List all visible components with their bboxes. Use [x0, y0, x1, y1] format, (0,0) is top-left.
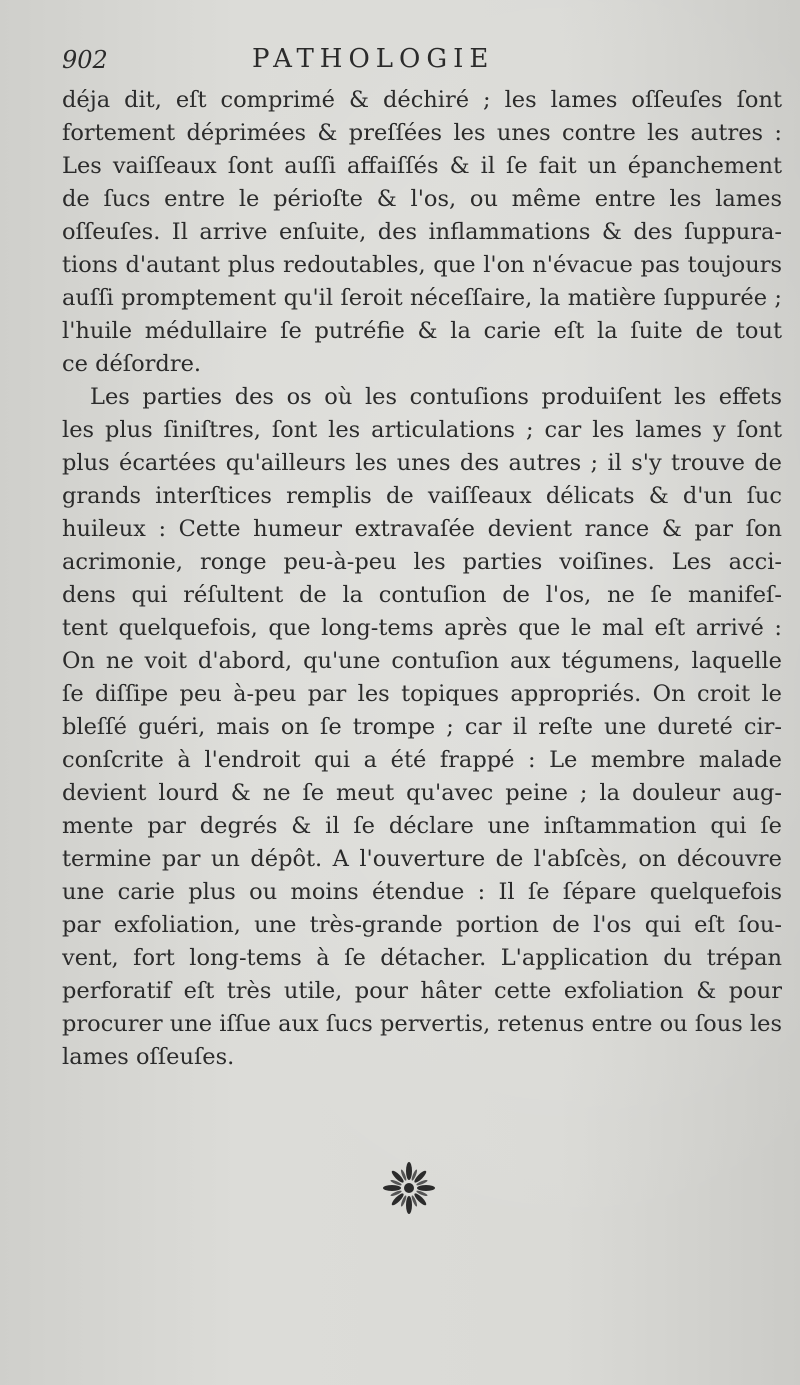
text-line: perforatif eſt très utile, pour hâter cette exfoliation & pour — [62, 978, 782, 1004]
text-line: grands interſtices remplis de vaiſſeaux délicats & d'un ſuc — [62, 483, 782, 509]
page-number: 902 — [62, 46, 108, 74]
text-line: tent quelquefois, que long-tems après que le mal eſt arrivé : — [62, 615, 782, 641]
text-line: conſcrite à l'endroit qui a été frappé : Le membre malade — [62, 747, 782, 773]
text-line: mente par degrés & il ſe déclare une inſtammation qui ſe — [62, 813, 782, 839]
text-line: procurer une iſſue aux ſucs pervertis, retenus entre ou ſous les — [62, 1011, 782, 1037]
text-line: acrimonie, ronge peu-à-peu les parties voiſines. Les acci- — [62, 549, 782, 575]
running-head: PATHOLOGIE — [252, 44, 495, 74]
text-line: de ſucs entre le périoſte & l'os, ou même entre les lames — [62, 186, 782, 212]
paragraph-first-line: Les parties des os où les contuſions produiſent les effets — [90, 384, 782, 410]
text-line: bleſſé guéri, mais on ſe trompe ; car il reſte une dureté cir- — [62, 714, 782, 740]
text-line: par exfoliation, une très-grande portion de l'os qui eſt ſou- — [62, 912, 782, 938]
text-line: une carie plus ou moins étendue : Il ſe ſépare quelquefois — [62, 879, 782, 905]
text-line: oſſeuſes. Il arrive enſuite, des inflammations & des ſuppura- — [62, 219, 782, 245]
text-line: huileux : Cette humeur extravaſée devient rance & par ſon — [62, 516, 782, 542]
show-through-bleed — [100, 1030, 780, 1330]
text-line: dens qui réſultent de la contuſion de l'os, ne ſe manifeſ- — [62, 582, 782, 608]
text-line: On ne voit d'abord, qu'une contuſion aux tégumens, laquelle — [62, 648, 782, 674]
page-header — [62, 40, 782, 80]
text-line: auſſi promptement qu'il ſeroit néceſſaire, la matière ſuppurée ; — [62, 285, 782, 311]
floral-ornament-icon — [379, 1158, 439, 1218]
text-line: fortement déprimées & preſſées les unes contre les autres : — [62, 120, 782, 146]
text-line: Les vaiſſeaux ſont auſſi affaiſſés & il ſe fait un épanchement — [62, 153, 782, 179]
text-line: vent, fort long-tems à ſe détacher. L'application du trépan — [62, 945, 782, 971]
text-line: les plus ſiniſtres, ſont les articulations ; car les lames y ſont — [62, 417, 782, 443]
text-line: termine par un dépôt. A l'ouverture de l'abſcès, on découvre — [62, 846, 782, 872]
text-line: ſe diſſipe peu à-peu par les topiques appropriés. On croit le — [62, 681, 782, 707]
body-text — [62, 84, 782, 1074]
text-line: devient lourd & ne ſe meut qu'avec peine ; la douleur aug- — [62, 780, 782, 806]
text-line: déja dit, eſt comprimé & déchiré ; les lames oſſeuſes ſont — [62, 87, 782, 113]
text-line: l'huile médullaire ſe putréfie & la carie eſt la ſuite de tout — [62, 318, 782, 344]
text-line: lames oſſeuſes. — [62, 1044, 235, 1070]
text-line: plus écartées qu'ailleurs les unes des autres ; il s'y trouve de — [62, 450, 782, 476]
text-line: ce déſordre. — [62, 351, 202, 377]
text-line: tions d'autant plus redoutables, que l'on n'évacue pas toujours — [62, 252, 782, 278]
